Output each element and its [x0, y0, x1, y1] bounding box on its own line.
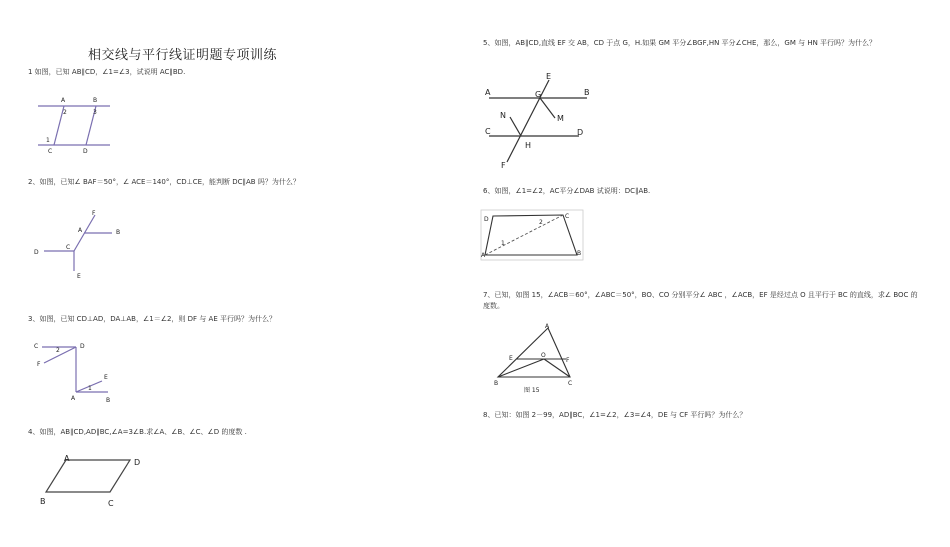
problem-3-figure: [34, 340, 118, 404]
problem-1-figure: [38, 94, 118, 156]
label-n: N: [500, 111, 506, 120]
problem-1-text: 1 如图，已知 AB∥CD，∠1=∠3，试说明 AC∥BD.: [28, 68, 186, 76]
label-c: C: [485, 127, 491, 136]
label-f: F: [566, 357, 570, 364]
problem-5-figure: [483, 70, 593, 172]
label-d: D: [577, 128, 584, 137]
label-2: 2: [539, 219, 543, 226]
ray-gm: [540, 98, 555, 118]
label-b: B: [106, 397, 111, 404]
label-h: H: [525, 141, 532, 150]
label-d: D: [34, 249, 39, 256]
label-2: 2: [56, 347, 60, 354]
label-1: 1: [501, 240, 505, 247]
label-o: O: [541, 352, 546, 359]
trapezoid-abcd: [485, 215, 577, 255]
label-2: 2: [63, 109, 67, 116]
problem-2-figure: [30, 207, 130, 283]
label-g: G: [535, 90, 542, 99]
label-b: B: [116, 229, 121, 236]
problem-7-figure: [490, 322, 582, 394]
label-f: F: [501, 161, 506, 170]
label-a: A: [485, 88, 491, 97]
label-b: B: [494, 380, 499, 387]
label-a: A: [545, 323, 550, 330]
label-e: E: [104, 374, 108, 381]
label-b: B: [584, 88, 590, 97]
problem-7-text: 7、已知，如图 15，∠ACB＝60°，∠ABC＝50°，BO、CO 分别平分∠ ABC ，∠ACB，EF 是经过点 O 且平行于 BC 的直线，求∠ BOC 的度数。: [483, 291, 918, 310]
label-d: D: [83, 148, 88, 155]
label-e: E: [509, 355, 513, 362]
problem-6-text: 6、如图，∠1=∠2，AC平分∠DAB 试说明：DC∥AB.: [483, 187, 651, 195]
label-d: D: [80, 343, 85, 350]
label-a: A: [78, 227, 83, 234]
label-b: B: [577, 250, 582, 257]
label-d: D: [134, 458, 141, 467]
problem-6-figure: [481, 210, 585, 262]
problem-3-text: 3、如图，已知 CD⊥AD，DA⊥AB，∠1＝∠2，则 DF 与 AE 平行吗？为什么？: [28, 315, 276, 323]
label-3: 3: [93, 109, 97, 116]
label-1: 1: [46, 137, 50, 144]
label-b: B: [40, 497, 46, 506]
parallelogram-abcd: [46, 460, 130, 492]
label-c: C: [568, 380, 573, 387]
label-e: E: [77, 273, 81, 280]
label-1: 1: [88, 385, 92, 392]
label-c: C: [66, 244, 71, 251]
label-a: A: [61, 97, 66, 104]
label-c: C: [565, 213, 570, 220]
page-title: 相交线与平行线证明题专项训练: [88, 48, 278, 63]
label-b: B: [93, 97, 98, 104]
ray-hn: [510, 117, 521, 136]
problem-4-figure: [38, 452, 148, 510]
label-f: F: [92, 210, 96, 217]
problem-4-text: 4、如图，AB∥CD,AD∥BC,∠A=3∠B.求∠A、∠B、∠C、∠D 的度数 .: [28, 428, 247, 436]
label-c: C: [48, 148, 53, 155]
problem-2-text: 2、如图，已知∠ BAF＝50°，∠ ACE＝140°，CD⊥CE，能判断 DC∥AB 吗？为什么？: [28, 178, 300, 186]
label-m: M: [557, 114, 564, 123]
label-a: A: [71, 395, 76, 402]
segment-bo: [498, 359, 544, 377]
label-a: A: [481, 252, 486, 259]
figure-caption: 图 15: [524, 387, 540, 394]
segment-ac: [485, 215, 563, 255]
label-d: D: [484, 216, 489, 223]
segment-df: [44, 347, 76, 363]
label-c: C: [108, 499, 114, 508]
label-a: A: [64, 454, 70, 463]
problem-8-text: 8、已知：如图 2－99，AD∥BC，∠1=∠2，∠3=∠4，DE 与 CF 平行吗？为什么？: [483, 411, 747, 419]
label-e: E: [546, 72, 552, 81]
problem-5-text: 5、如图，AB∥CD,直线 EF 交 AB，CD 于点 G，H.如果 GM 平分∠BGF,HN 平分∠CHE，那么，GM 与 HN 平行吗？为什么？: [483, 39, 877, 47]
label-c: C: [34, 343, 39, 350]
label-f: F: [37, 361, 41, 368]
